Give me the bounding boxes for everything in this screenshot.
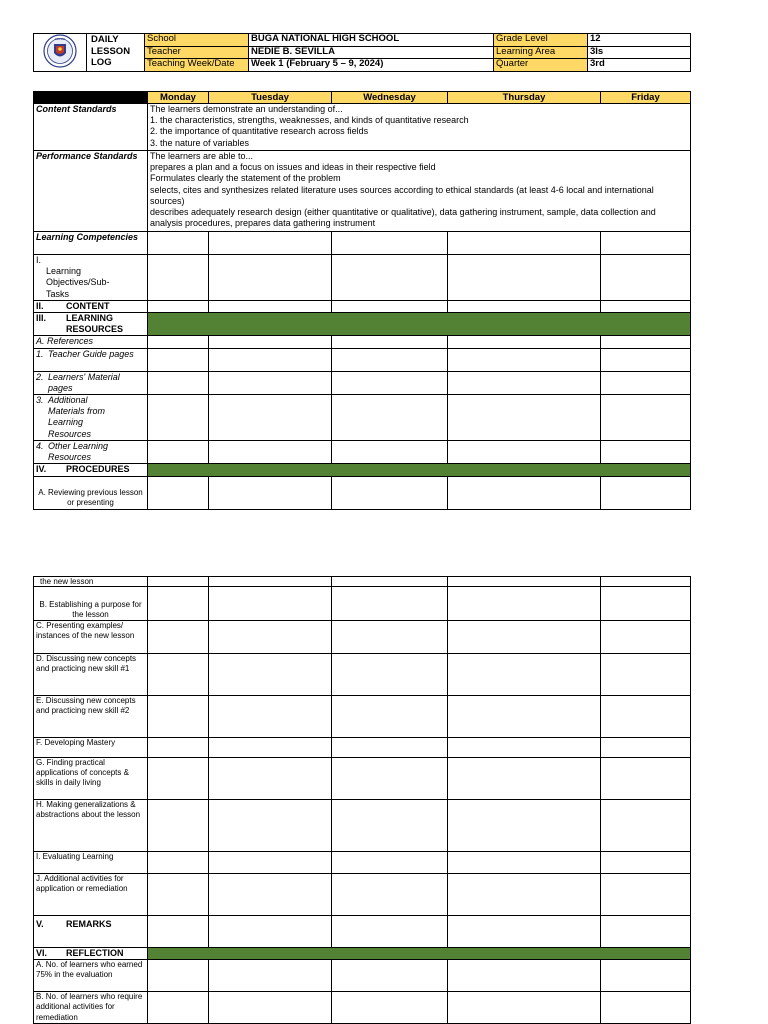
svg-text:DEPED: DEPED [54,37,66,41]
learning-area-label: Learning Area [494,46,588,59]
header-table [33,33,691,72]
procedure-a-continued: the new lesson [34,577,148,587]
learning-resources-bar [148,313,691,336]
lesson-log-table [33,91,691,510]
procedure-h-label: H. Making generalizations & abstractions about the lesson [34,800,148,852]
learning-objectives-label: I.Learning Objectives/Sub-Tasks [34,255,148,301]
day-header-thursday: Thursday [448,92,601,104]
procedures-bar [148,464,691,476]
teacher-label: Teacher [145,46,249,59]
learning-area-value: 3Is [588,46,691,59]
procedure-j-label: J. Additional activities for application or remediation [34,874,148,916]
day-header-wednesday: Wednesday [332,92,448,104]
reflection-label: VI. REFLECTION [34,948,148,960]
teacher-value: NEDIE B. SEVILLA [249,46,494,59]
remarks-label: V. REMARKS [34,916,148,948]
procedure-e-label: E. Discussing new concepts and practicing new skill #2 [34,696,148,738]
procedure-c-label: C. Presenting examples/ instances of the new lesson [34,621,148,654]
procedure-a-label: A. Reviewing previous lesson or presenting [34,476,148,509]
teaching-week-label: Teaching Week/Date [145,59,249,72]
grade-level-value: 12 [588,34,691,47]
reflection-b-label: B. No. of learners who require additional activities for remediation [34,992,148,1024]
quarter-value: 3rd [588,59,691,72]
lesson-log-table-continued [33,576,691,1024]
performance-standards-label: Performance Standards [34,151,148,232]
learning-resources-label: III. LEARNING RESOURCES [34,313,148,336]
content-standards-text: The learners demonstrate an understanding of... 1. the characteristics, strengths, weaknesses, and kinds of quantitative research 2. the importance of quantitative research across fields 3. the nature of variables [148,104,691,151]
content-standards-label: Content Standards [34,104,148,151]
procedure-g-label: G. Finding practical applications of concepts & skills in daily living [34,758,148,800]
procedures-label: IV. PROCEDURES [34,464,148,476]
table-corner [34,92,148,104]
teaching-week-value: Week 1 (February 5 – 9, 2024) [249,59,494,72]
learners-material-label: 2. Learners' Material pages [34,371,148,394]
school-label: School [145,34,249,47]
other-resources-label: 4. Other Learning Resources [34,441,148,464]
references-label: A. References [34,336,148,348]
learning-competencies-label: Learning Competencies [34,232,148,255]
deped-seal-icon [43,34,77,68]
day-header-monday: Monday [148,92,209,104]
additional-materials-label: 3. Additional Materials from Learning Resources [34,395,148,441]
procedure-i-label: I. Evaluating Learning [34,852,148,874]
reflection-bar [148,948,691,960]
school-value: BUGA NATIONAL HIGH SCHOOL [249,34,494,47]
content-label: II. CONTENT [34,300,148,312]
procedure-b-label: B. Establishing a purpose for the lesson [34,587,148,621]
dll-title: DAILY LESSON LOG [87,34,145,72]
day-header-tuesday: Tuesday [209,92,332,104]
performance-standards-text: The learners are able to... prepares a plan and a focus on issues and ideas in their respective field Formulates clearly the statement of the problem selects, cites and synthesizes related literature uses sources according to ethical standards (at least 4-6 local and international sources) describes adequately research design (either quantitative or qualitative), data gathering instrument, sample, data collection and analysis procedures, prepares data gathering instrument [148,151,691,232]
procedure-f-label: F. Developing Mastery [34,738,148,758]
teacher-guide-label: 1. Teacher Guide pages [34,348,148,371]
grade-level-label: Grade Level [494,34,588,47]
quarter-label: Quarter [494,59,588,72]
reflection-a-label: A. No. of learners who earned 75% in the evaluation [34,960,148,992]
procedure-d-label: D. Discussing new concepts and practicing new skill #1 [34,654,148,696]
logo-cell [34,34,87,72]
day-header-friday: Friday [601,92,691,104]
